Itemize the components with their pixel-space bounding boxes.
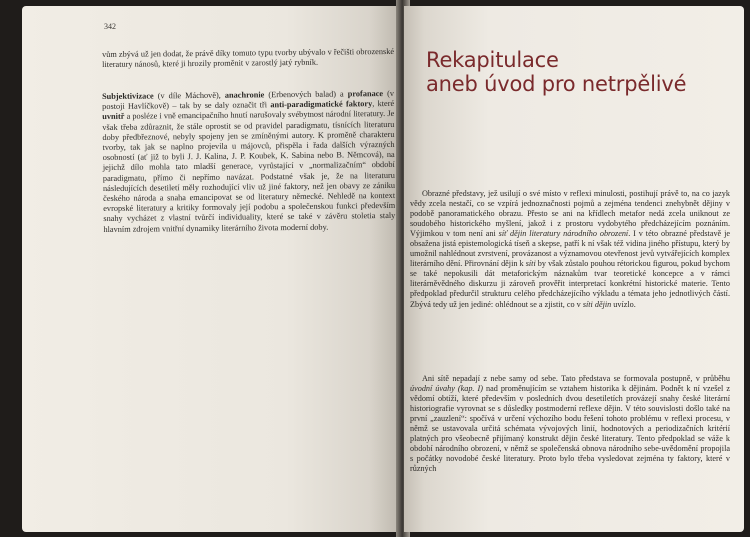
term-subjektivizace: Subjektivizace [102, 91, 154, 101]
right-page [404, 6, 744, 532]
p3-italic-2: síti [525, 259, 536, 269]
page-number: 342 [104, 22, 116, 31]
left-paragraph-2-text [102, 89, 395, 235]
p2-text-5: a posléze i vně emancipačního hnutí narušovaly svébytnost národní literatury. Je však třeba zdůraznit, že stále oprostit se od pravidel paradigmatu, tísnících literaturu doby předbřeznové, nebyly spojeny jen se zmíněnými autory. K proměně charakteru tvorby, tak jak se naplno projevila u májovců, přispěla i řada dalších výrazných osobností (ať již to byli J. J. Kalina, J. P. Koubek, K. Sabina nebo B. Němcová), na jejichž dílo mohla tato mladší generace, vyrůstající v „normalizačním“ období paradigmatu, přímo či nepřímo navázat. Podstatné však je, že na literaturu následujících desetiletí měly rozhodující vliv už jiné faktory, než jen obavy ze zániku českého národa a snaha emancipovat se od literatury německé. Nehledě na kontext evropské literatury a kritiky formovaly její podobu a společenskou funkci především snahy vycházet z vlastní tvůrčí individuality, které se také v závěru stoletia staly hlavním zdrojem vnitřní dynamiky literárního života moderní doby. [102, 109, 396, 234]
p3-italic-1: síť dějin literatury národního obrození [498, 229, 629, 239]
p2-text-2: (Erbenových balad) a [264, 89, 348, 100]
p2-text-1: (v díle Máchově), [153, 90, 225, 101]
term-uvnitr: uvnitř [102, 112, 125, 122]
term-anachronie: anachronie [224, 90, 265, 100]
chapter-title [426, 48, 726, 96]
right-paragraph-2 [410, 374, 730, 474]
p3-italic-3: síti dějin [582, 299, 612, 309]
term-anti-paradigmaticke-faktory: anti-paradigmatické faktory [270, 99, 373, 110]
left-paragraph-2 [102, 89, 395, 235]
term-profanace: profanace [347, 89, 384, 99]
left-page [22, 6, 400, 532]
right-paragraph-1 [410, 189, 730, 310]
p3-text-2: . I v této obrazné představě je obsažena jistá epistemologická tíseň a skepse, patří k ní však též vidina jiného přístupu, který by umožnil nahlédnout zvrstvení, provázanost a významovou otevřenost jevů vytvářejících komplex literárního dění. Přirovnání dějin k [410, 229, 730, 269]
p3-text-3: by však zůstalo pouhou rétorickou figurou, pokud bychom se také nepokusili dát metaforickým náznakům tvar teoretické koncepce a v rámci literárněvědného diskurzu ji zároveň prověřit interpretací konkrétní historické materie. Tento předpoklad předurčil strukturu celého předcházejícího výkladu a témata jeho jednotlivých částí. Zbývá tedy už jen jediné: ohlédnout se a zjistit, co v [410, 259, 730, 309]
p4-text-1: Ani sítě nepadají z nebe samy od sebe. Tato představa se formovala postupně, v průběhu [422, 374, 730, 383]
p4-italic-1: úvodní úvahy (kap. I) [410, 384, 483, 394]
p2-text-3: (v postoji Havlíčkově) – tak by se daly označit tři [102, 88, 395, 112]
p4-text-2: nad proměnujícím se vztahem historika k dějinám. Podnět k ní vzešel z vědomí obtíží, které především v posledních dvou desetiletích provázejí snahy české literární historiografie vyrovnat se s důsledky postmoderní reflexe dějin. V této souvislosti došlo také na první „zauzlení“: spočívá v určení výchozího bodu řešení tohoto problému v reflexi procesu, v němž se ustavovala určitá schémata vývojových linií, hodnotových a periodizačních kritérií platných pro všeobecně přijímaný konstrukt dějin české literatury. Tento předpoklad se váže k období národního obrození, v němž se společenská obnova národního sebe-uvědomění propojila s počátky novodobé české literatury. Proto bylo třeba vysledovat zejména ty faktory, které v různých [410, 384, 730, 474]
left-paragraph-1 [102, 47, 394, 70]
chapter-title-line-2: aneb úvod pro netrpělivé [426, 72, 687, 96]
p2-text-4: , které [372, 99, 395, 109]
left-paragraph-1-text: vům zbývá už jen dodat, že právě díky tomuto typu tvorby ubývalo v řečišti obrozenské literatury nánosů, které ji hrozily proměnit v zarostlý jatý rybník. [102, 46, 395, 70]
right-paragraph-1-text [410, 189, 730, 310]
p3-text-1: Obrazné představy, jež usilují o své místo v reflexi minulosti, postihují právě to, na co jazyk vědy zcela nestačí, co se vzpírá jednoznačnosti pojmů a zejména tendenci znehybnět dějiny v podobě panoramatického obrazu. Přesto se ani na křídlech metafor nedá zcela uniknout ze soudobého historického myšlení, jakož i z prostoru vydobytého předcházejícím poznáním. Výjimkou v tom není ani [410, 189, 730, 239]
right-paragraph-2-text [410, 374, 730, 474]
p3-text-4: uvízlo. [611, 299, 636, 309]
chapter-title-line-1: Rekapitulace [426, 48, 559, 72]
